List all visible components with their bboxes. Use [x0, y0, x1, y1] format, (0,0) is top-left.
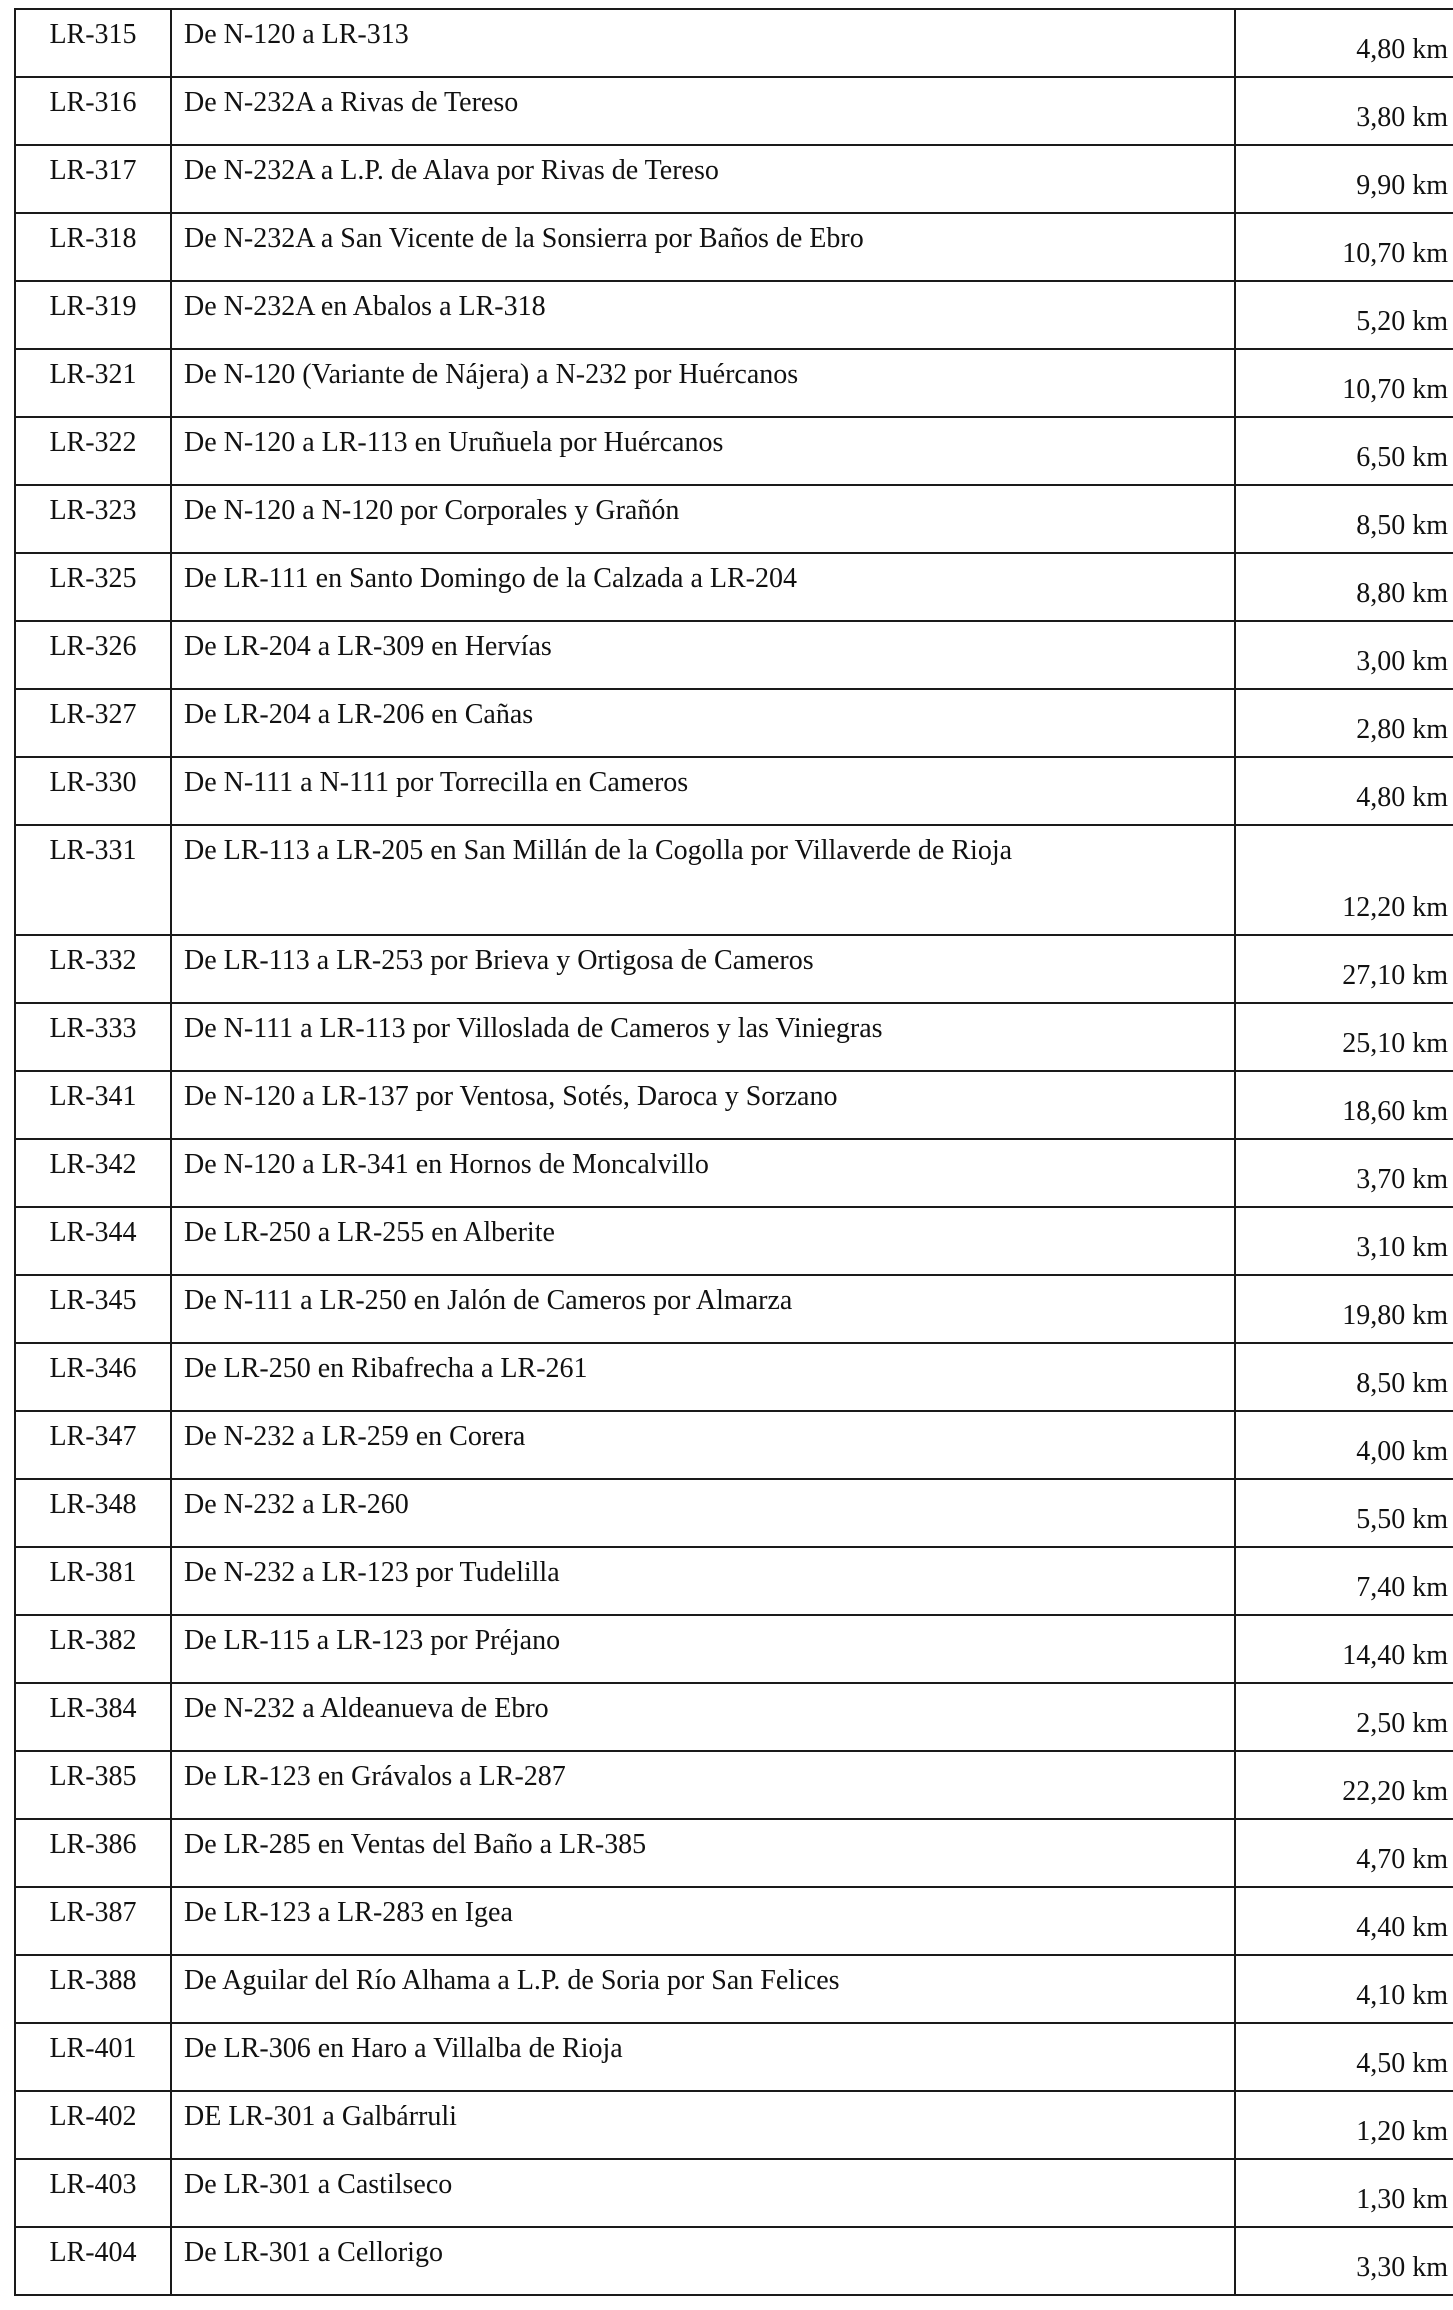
table-row: [15, 1751, 1453, 1819]
road-distance: 12,20 km: [1235, 825, 1453, 935]
road-description: De N-232 a LR-123 por Tudelilla: [171, 1547, 1235, 1615]
road-code: LR-385: [15, 1751, 171, 1819]
road-code: LR-333: [15, 1003, 171, 1071]
table-row: [15, 621, 1453, 689]
road-code: LR-341: [15, 1071, 171, 1139]
road-description: De LR-250 a LR-255 en Alberite: [171, 1207, 1235, 1275]
road-distance: 1,20 km: [1235, 2091, 1453, 2159]
table-row: [15, 2227, 1453, 2295]
road-code: LR-326: [15, 621, 171, 689]
road-description: De LR-301 a Castilseco: [171, 2159, 1235, 2227]
road-description: De N-120 a LR-313: [171, 9, 1235, 77]
road-distance: 2,50 km: [1235, 1683, 1453, 1751]
table-row: [15, 281, 1453, 349]
road-code: LR-331: [15, 825, 171, 935]
road-description: De LR-115 a LR-123 por Préjano: [171, 1615, 1235, 1683]
roads-table: [14, 8, 1453, 2296]
road-description: De N-111 a N-111 por Torrecilla en Cameros: [171, 757, 1235, 825]
road-description: De N-232A a Rivas de Tereso: [171, 77, 1235, 145]
road-distance: 4,80 km: [1235, 757, 1453, 825]
table-row: [15, 1275, 1453, 1343]
road-description: De N-120 a LR-137 por Ventosa, Sotés, Daroca y Sorzano: [171, 1071, 1235, 1139]
table-row: [15, 417, 1453, 485]
table-row: [15, 485, 1453, 553]
road-distance: 25,10 km: [1235, 1003, 1453, 1071]
road-code: LR-330: [15, 757, 171, 825]
table-row: [15, 1683, 1453, 1751]
road-description: De N-120 a LR-113 en Uruñuela por Huércanos: [171, 417, 1235, 485]
road-description: De N-120 (Variante de Nájera) a N-232 por Huércanos: [171, 349, 1235, 417]
table-row: [15, 1003, 1453, 1071]
table-row: [15, 757, 1453, 825]
table-row: [15, 1887, 1453, 1955]
road-code: LR-348: [15, 1479, 171, 1547]
road-description: De LR-204 a LR-206 en Cañas: [171, 689, 1235, 757]
road-code: LR-344: [15, 1207, 171, 1275]
table-row: [15, 2091, 1453, 2159]
road-description: De N-232A en Abalos a LR-318: [171, 281, 1235, 349]
road-distance: 27,10 km: [1235, 935, 1453, 1003]
road-distance: 4,40 km: [1235, 1887, 1453, 1955]
road-description: De N-232 a LR-260: [171, 1479, 1235, 1547]
road-distance: 8,80 km: [1235, 553, 1453, 621]
road-distance: 19,80 km: [1235, 1275, 1453, 1343]
road-code: LR-323: [15, 485, 171, 553]
roads-table-body: [15, 9, 1453, 2295]
road-code: LR-381: [15, 1547, 171, 1615]
road-description: De LR-113 a LR-205 en San Millán de la Cogolla por Villaverde de Rioja: [171, 825, 1235, 935]
road-distance: 3,10 km: [1235, 1207, 1453, 1275]
road-code: LR-315: [15, 9, 171, 77]
road-distance: 14,40 km: [1235, 1615, 1453, 1683]
road-distance: 18,60 km: [1235, 1071, 1453, 1139]
road-code: LR-345: [15, 1275, 171, 1343]
road-distance: 3,70 km: [1235, 1139, 1453, 1207]
road-description: De LR-123 a LR-283 en Igea: [171, 1887, 1235, 1955]
road-distance: 3,00 km: [1235, 621, 1453, 689]
table-row: [15, 1343, 1453, 1411]
road-code: LR-322: [15, 417, 171, 485]
table-row: [15, 9, 1453, 77]
table-row: [15, 1547, 1453, 1615]
road-distance: 5,20 km: [1235, 281, 1453, 349]
road-description: De N-232 a LR-259 en Corera: [171, 1411, 1235, 1479]
road-distance: 2,80 km: [1235, 689, 1453, 757]
road-code: LR-388: [15, 1955, 171, 2023]
table-row: [15, 349, 1453, 417]
road-description: De N-232A a L.P. de Alava por Rivas de Tereso: [171, 145, 1235, 213]
table-row: [15, 1411, 1453, 1479]
road-description: De N-111 a LR-113 por Villoslada de Cameros y las Viniegras: [171, 1003, 1235, 1071]
table-row: [15, 1139, 1453, 1207]
road-code: LR-321: [15, 349, 171, 417]
road-code: LR-332: [15, 935, 171, 1003]
road-description: De N-232A a San Vicente de la Sonsierra por Baños de Ebro: [171, 213, 1235, 281]
table-row: [15, 825, 1453, 935]
road-distance: 5,50 km: [1235, 1479, 1453, 1547]
road-distance: 22,20 km: [1235, 1751, 1453, 1819]
table-row: [15, 553, 1453, 621]
road-code: LR-386: [15, 1819, 171, 1887]
road-description: De N-111 a LR-250 en Jalón de Cameros por Almarza: [171, 1275, 1235, 1343]
road-code: LR-325: [15, 553, 171, 621]
table-row: [15, 1479, 1453, 1547]
road-distance: 8,50 km: [1235, 1343, 1453, 1411]
road-distance: 4,10 km: [1235, 1955, 1453, 2023]
road-distance: 4,70 km: [1235, 1819, 1453, 1887]
road-description: De LR-113 a LR-253 por Brieva y Ortigosa de Cameros: [171, 935, 1235, 1003]
road-distance: 10,70 km: [1235, 213, 1453, 281]
road-description: DE LR-301 a Galbárruli: [171, 2091, 1235, 2159]
table-row: [15, 77, 1453, 145]
road-code: LR-316: [15, 77, 171, 145]
road-code: LR-401: [15, 2023, 171, 2091]
table-row: [15, 1615, 1453, 1683]
road-code: LR-382: [15, 1615, 171, 1683]
road-code: LR-317: [15, 145, 171, 213]
road-code: LR-387: [15, 1887, 171, 1955]
road-description: De Aguilar del Río Alhama a L.P. de Soria por San Felices: [171, 1955, 1235, 2023]
road-description: De LR-250 en Ribafrecha a LR-261: [171, 1343, 1235, 1411]
road-code: LR-319: [15, 281, 171, 349]
road-code: LR-404: [15, 2227, 171, 2295]
road-description: De LR-204 a LR-309 en Hervías: [171, 621, 1235, 689]
table-row: [15, 1955, 1453, 2023]
table-row: [15, 145, 1453, 213]
road-distance: 10,70 km: [1235, 349, 1453, 417]
road-code: LR-403: [15, 2159, 171, 2227]
table-row: [15, 213, 1453, 281]
table-row: [15, 2023, 1453, 2091]
road-description: De LR-306 en Haro a Villalba de Rioja: [171, 2023, 1235, 2091]
road-distance: 6,50 km: [1235, 417, 1453, 485]
road-code: LR-318: [15, 213, 171, 281]
road-description: De LR-285 en Ventas del Baño a LR-385: [171, 1819, 1235, 1887]
road-description: De LR-301 a Cellorigo: [171, 2227, 1235, 2295]
road-distance: 3,80 km: [1235, 77, 1453, 145]
table-row: [15, 1819, 1453, 1887]
road-distance: 8,50 km: [1235, 485, 1453, 553]
road-distance: 4,00 km: [1235, 1411, 1453, 1479]
road-description: De N-120 a N-120 por Corporales y Grañón: [171, 485, 1235, 553]
table-row: [15, 2159, 1453, 2227]
road-distance: 3,30 km: [1235, 2227, 1453, 2295]
road-description: De N-120 a LR-341 en Hornos de Moncalvillo: [171, 1139, 1235, 1207]
table-row: [15, 1071, 1453, 1139]
table-row: [15, 935, 1453, 1003]
road-code: LR-347: [15, 1411, 171, 1479]
road-distance: 7,40 km: [1235, 1547, 1453, 1615]
road-code: LR-346: [15, 1343, 171, 1411]
road-distance: 1,30 km: [1235, 2159, 1453, 2227]
road-distance: 4,80 km: [1235, 9, 1453, 77]
road-code: LR-402: [15, 2091, 171, 2159]
road-code: LR-342: [15, 1139, 171, 1207]
road-distance: 9,90 km: [1235, 145, 1453, 213]
road-description: De LR-123 en Grávalos a LR-287: [171, 1751, 1235, 1819]
road-description: De N-232 a Aldeanueva de Ebro: [171, 1683, 1235, 1751]
table-row: [15, 689, 1453, 757]
road-description: De LR-111 en Santo Domingo de la Calzada a LR-204: [171, 553, 1235, 621]
road-distance: 4,50 km: [1235, 2023, 1453, 2091]
road-code: LR-384: [15, 1683, 171, 1751]
road-code: LR-327: [15, 689, 171, 757]
table-row: [15, 1207, 1453, 1275]
